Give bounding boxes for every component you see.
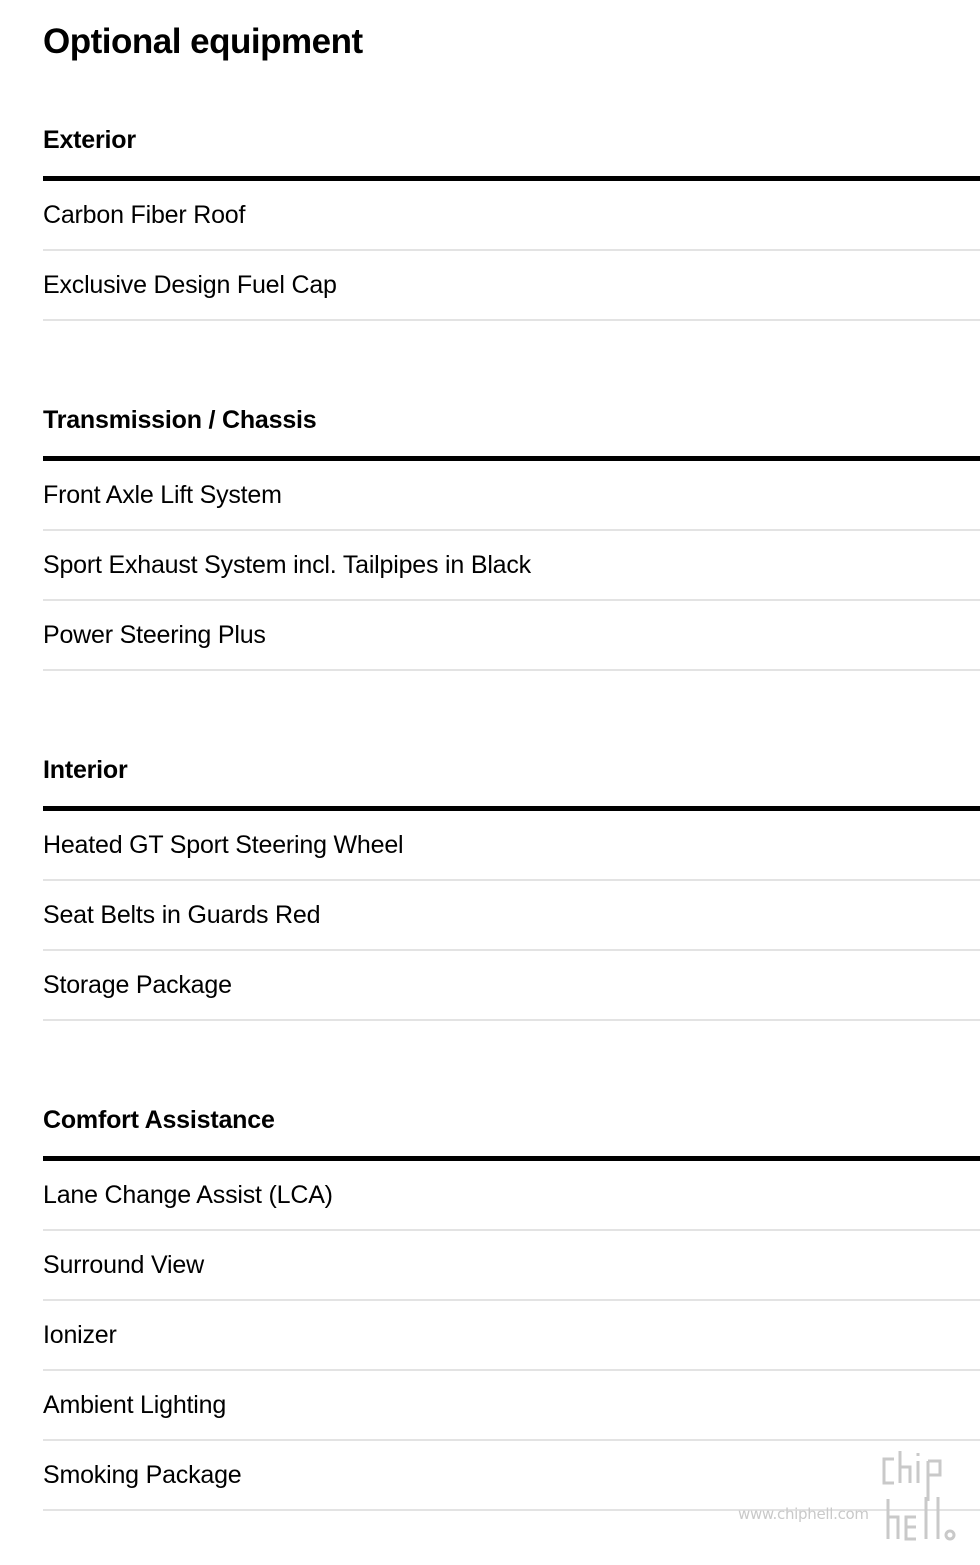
item-label: Power Steering Plus <box>43 620 266 649</box>
section-title: Interior <box>43 756 128 784</box>
list-item[interactable] <box>43 251 980 321</box>
section-exterior <box>43 110 980 321</box>
section-title: Exterior <box>43 126 136 154</box>
section-title: Comfort Assistance <box>43 1106 275 1134</box>
list-item[interactable] <box>43 881 980 951</box>
item-label: Ionizer <box>43 1320 117 1349</box>
item-label: Exclusive Design Fuel Cap <box>43 270 337 299</box>
section-interior <box>43 740 980 1021</box>
item-label: Seat Belts in Guards Red <box>43 900 321 929</box>
list-item[interactable] <box>43 1161 980 1231</box>
list-item[interactable] <box>43 811 980 881</box>
section-transmission-chassis <box>43 390 980 671</box>
item-label: Sport Exhaust System incl. Tailpipes in Black <box>43 550 531 579</box>
list-item[interactable] <box>43 601 980 671</box>
list-item[interactable] <box>43 1441 980 1511</box>
item-label: Heated GT Sport Steering Wheel <box>43 830 404 859</box>
list-item[interactable] <box>43 531 980 601</box>
list-item[interactable] <box>43 461 980 531</box>
list-item[interactable] <box>43 181 980 251</box>
item-label: Storage Package <box>43 970 232 999</box>
item-label: Lane Change Assist (LCA) <box>43 1180 333 1209</box>
section-comfort-assistance <box>43 1090 980 1511</box>
list-item[interactable] <box>43 1371 980 1441</box>
list-item[interactable] <box>43 1231 980 1301</box>
item-label: Carbon Fiber Roof <box>43 200 246 229</box>
watermark-url: www.chiphell.com <box>738 1505 869 1523</box>
item-label: Front Axle Lift System <box>43 480 282 509</box>
list-item[interactable] <box>43 951 980 1021</box>
item-label: Surround View <box>43 1250 204 1279</box>
item-label: Ambient Lighting <box>43 1390 227 1419</box>
list-item[interactable] <box>43 1301 980 1371</box>
item-label: Smoking Package <box>43 1460 242 1489</box>
section-title: Transmission / Chassis <box>43 406 317 434</box>
page-title: Optional equipment <box>43 22 363 61</box>
